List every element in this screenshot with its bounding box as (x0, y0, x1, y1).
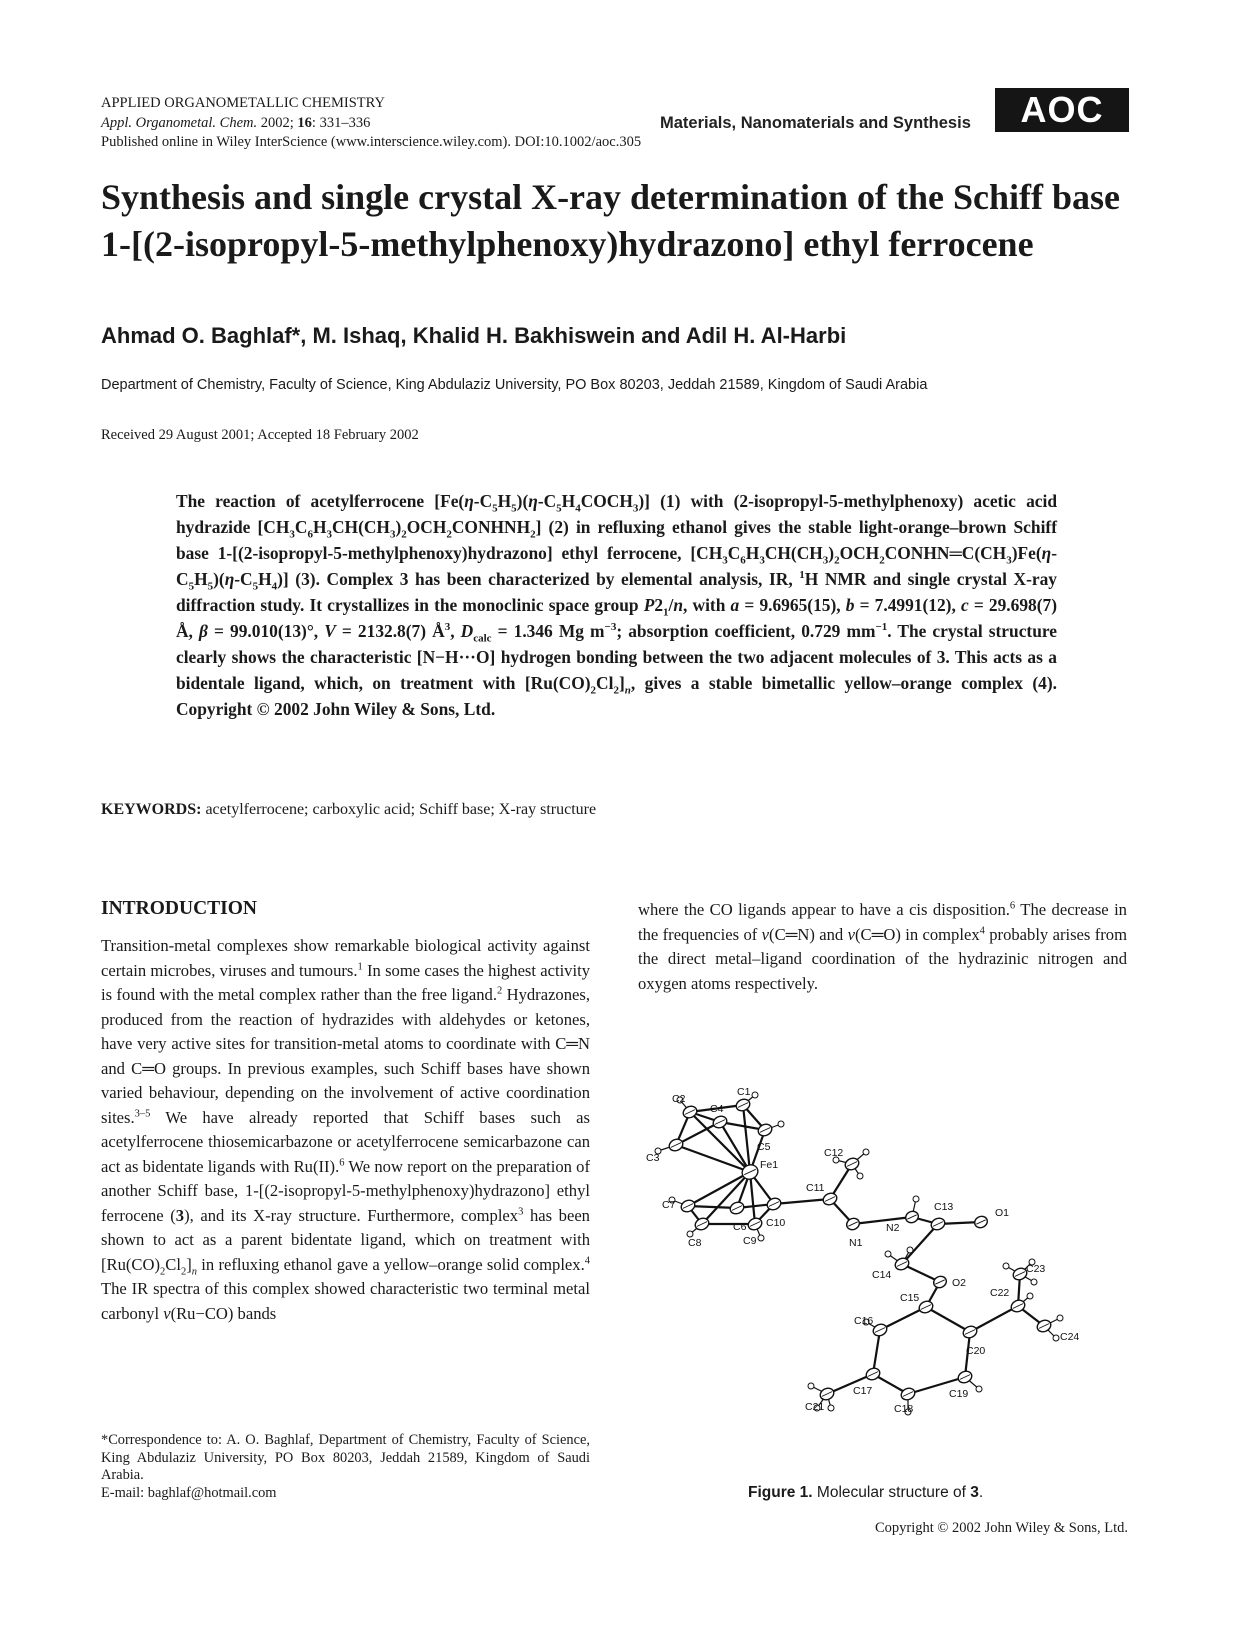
figure-caption (748, 1484, 983, 1502)
atom-label-c14: C14 (872, 1269, 892, 1281)
caption-text: Molecular structure of (812, 1484, 971, 1501)
hydrogen-atom (976, 1386, 982, 1392)
atom-label-c9: C9 (743, 1235, 757, 1247)
hydrogen-atom (752, 1092, 758, 1098)
atom-label-c24: C24 (1060, 1331, 1080, 1343)
journal-name: APPLIED ORGANOMETALLIC CHEMISTRY (101, 95, 386, 111)
hydrogen-atom (1027, 1293, 1033, 1299)
hydrogen-atom (828, 1405, 834, 1411)
hydrogen-atom (1031, 1279, 1037, 1285)
affiliation: Department of Chemistry, Faculty of Science, King Abdulaziz University, PO Box 80203, Jeddah 21589, Kingdom of Saudi Arabia (101, 377, 928, 393)
bond-c6-c7 (688, 1206, 737, 1208)
atom-label-c12: C12 (824, 1147, 844, 1159)
atom-label-c8: C8 (688, 1237, 702, 1249)
bond-c13-c14 (902, 1224, 938, 1264)
atom-label-c19: C19 (949, 1388, 969, 1400)
abstract: The reaction of acetylferrocene $[Fe(\eta-C_5H_5)(\eta-C_5H_4COCH_3)]$ (1) with (2-isopropyl-5-methylphenoxy) acetic acid hydrazide $[CH_3C_6H_3CH(CH_3)_2OCH_2CONHNH_2]$ (2) in refluxing ethanol gives the stable light-orange–brown Schiff base 1-[(2-isopropyl-5-methylphenoxy)hydrazono] ethyl ferrocene, $[CH_3C_6H_3CH(CH_3)_2OCH_2CONHN═C(CH_3)Fe(\eta-C_5H_5)(\eta-C_5H_4)]$ (3). Complex 3 has been characterized by elemental analysis, IR, $^1$H NMR and single crystal X-ray diffraction study. It crystallizes in the monoclinic space group $P2_1/n$, with a = 9.6965(15), b = 7.4991(12), c = 29.698(7) Å, β = 99.010(13)°, V = 2132.8(7) $Å^3$, $D_{calc} = 1.346$ Mg $m^{-3}$; absorption coefficient, 0.729 $mm^{-1}$. The crystal structure clearly shows the characteristic [N−H···O] hydrogen bonding between the two adjacent molecules of 3. This acts as a bidentale ligand, which, on treatment with $[Ru(CO)_2Cl_2]_n$, gives a stable bimetallic yellow–orange complex (4). Copyright © 2002 John Wiley & Sons, Ltd. (176, 491, 1057, 719)
bond-c20-c22 (970, 1306, 1018, 1332)
introduction-paragraph-left: Transition-metal complexes show remarkable biological activity against certain microbes, viruses and tumours.$^1$ In some cases the highest activity is found with the metal complex rather than the free ligand.$^2$ Hydrazones, produced from the reaction of hydrazides with aldehydes or ketones, have very active sites for transition-metal atoms to coordinate with C═N and C═O groups. In previous examples, such Schiff bases have shown varied behaviour, depending on the involvement of active coordination sites.$^{3-5}$ We have already reported that Schiff bases such as acetylferrocene thiosemicarbazone or acetylferrocene semicarbazone can act as bidentate ligands with Ru(II).$^6$ We now report on the preparation of another Schiff base, 1-[(2-isopropyl-5-methylphenoxy)hydrazono] ethyl ferrocene (3), and its X-ray structure. Furthermore, complex$^3$ has been shown to act as a parent bidentate ligand, which on treatment with $[Ru(CO)_2Cl_2]_n$ in refluxing ethanol gave a yellow–orange solid complex.$^4$ The IR spectra of this complex showed characteristic two terminal metal carbonyl v(Ru−CO) bands (101, 936, 590, 1323)
hydrogen-atom (758, 1235, 764, 1241)
hydrogen-atom (778, 1121, 784, 1127)
correspondence-footnote (101, 1432, 590, 1502)
citation-volume: 16 (297, 114, 312, 131)
atom-label-c2: C2 (672, 1093, 686, 1105)
keywords-text: acetylferrocene; carboxylic acid; Schiff base; X-ray structure (201, 801, 597, 818)
atom-label-c4: C4 (710, 1103, 724, 1115)
atom-label-c15: C15 (900, 1292, 920, 1304)
figure-molecular-structure (640, 1072, 1120, 1482)
atom-label-o1: O1 (995, 1207, 1010, 1219)
caption-ref: 3 (970, 1484, 979, 1501)
atom-label-c1: C1 (737, 1086, 751, 1098)
bond-fe1-c9 (750, 1172, 755, 1224)
hydrogen-atom (1053, 1335, 1059, 1341)
page-copyright: Copyright © 2002 John Wiley & Sons, Ltd. (874, 1520, 1128, 1536)
molecule-diagram (640, 1072, 1120, 1482)
correspondence-address: *Correspondence to: A. O. Baghlaf, Department of Chemistry, Faculty of Science, King Abdulaziz University, PO Box 80203, Jeddah 21589, Kingdom of Saudi Arabia. (101, 1432, 590, 1483)
atom-label-c18: C18 (894, 1403, 914, 1415)
introduction-paragraph-right: where the CO ligands appear to have a cis disposition.$^6$ The decrease in the frequencies of v(C═N) and v(C═O) in complex$^4$ probably arises from the direct metal–ligand coordination of the hydrazinic nitrogen and oxygen atoms respectively. (638, 900, 1127, 993)
atom-label-c3: C3 (646, 1152, 660, 1164)
atom-label-n2: N2 (886, 1222, 900, 1234)
correspondence-email: E-mail: baghlaf@hotmail.com (101, 1484, 277, 1501)
hydrogen-atom (913, 1196, 919, 1202)
atom-label-o2: O2 (952, 1277, 967, 1289)
citation-year: 2002; (257, 114, 298, 131)
bond-fe1-c3 (676, 1145, 750, 1172)
atom-label-n1: N1 (849, 1237, 863, 1249)
bond-c16-c17 (873, 1330, 880, 1374)
received-dates: Received 29 August 2001; Accepted 18 February 2002 (101, 427, 419, 443)
hydrogen-atom (857, 1173, 863, 1179)
atom-label-c6: C6 (733, 1221, 747, 1233)
keywords-label: KEYWORDS: (101, 801, 202, 818)
atom-label-c16: C16 (854, 1315, 874, 1327)
hydrogen-atom (808, 1383, 814, 1389)
atom-label-c21: C21 (805, 1401, 825, 1413)
atom-label-c20: C20 (966, 1345, 986, 1357)
section-label: Materials, Nanomaterials and Synthesis (660, 114, 971, 132)
hydrogen-atom (907, 1247, 913, 1253)
section-heading-introduction: INTRODUCTION (101, 898, 258, 919)
article-title: Synthesis and single crystal X-ray determination of the Schiff base 1-[(2-isopropyl-5-methylphenoxy)hydrazono] ethyl ferrocene (101, 177, 1120, 264)
atom-label-c11: C11 (806, 1182, 825, 1194)
atom-label-c23: C23 (1026, 1263, 1046, 1275)
atom-label-c5: C5 (757, 1141, 771, 1153)
caption-end: . (978, 1484, 984, 1501)
bond-c20-c15 (926, 1307, 970, 1332)
bond-c10-c11 (774, 1199, 830, 1204)
journal-citation (101, 114, 641, 134)
hydrogen-atom (1057, 1315, 1063, 1321)
keywords (101, 801, 596, 819)
hydrogen-atom (863, 1149, 869, 1155)
citation-journal: Appl. Organometal. Chem. (101, 114, 258, 131)
journal-header (101, 94, 641, 153)
atom-label-c13: C13 (934, 1201, 954, 1213)
journal-logo: AOC (995, 88, 1129, 132)
hydrogen-atom (885, 1251, 891, 1257)
citation-pages: : 331–336 (311, 114, 371, 131)
author-list: Ahmad O. Baghlaf*, M. Ishaq, Khalid H. Bakhiswein and Adil H. Al-Harbi (101, 323, 847, 348)
atom-label-fe1: Fe1 (760, 1159, 779, 1171)
atom-label-c22: C22 (990, 1287, 1010, 1299)
hydrogen-atom (1003, 1263, 1009, 1269)
atom-label-c10: C10 (766, 1217, 786, 1229)
atom-label-c17: C17 (853, 1385, 873, 1397)
bond-fe1-c8 (702, 1172, 750, 1224)
bond-n1-n2 (853, 1217, 912, 1224)
caption-label: Figure 1. (748, 1484, 813, 1501)
atom-label-c7: C7 (662, 1199, 676, 1211)
bond-c15-c16 (880, 1307, 926, 1330)
published-online: Published online in Wiley InterScience (www.interscience.wiley.com). DOI:10.1002/aoc.305 (101, 134, 642, 150)
